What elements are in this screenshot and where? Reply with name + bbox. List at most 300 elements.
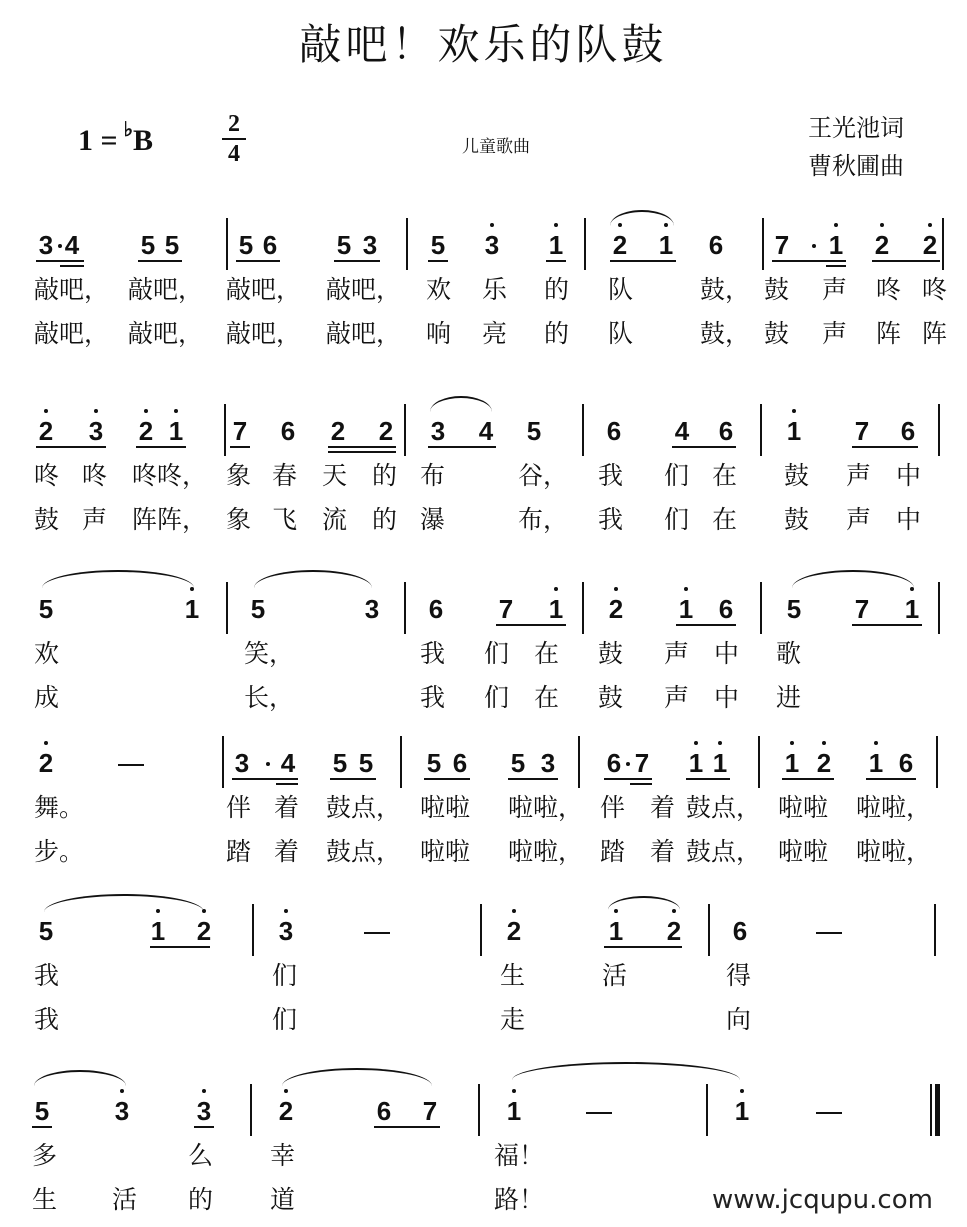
lyric-word: 流	[322, 505, 348, 534]
augmentation-dot	[266, 762, 270, 766]
slur	[430, 396, 492, 412]
note: 7	[774, 230, 790, 260]
lyricist-credit: 王光池词	[808, 114, 904, 142]
octave-dot-high	[554, 587, 558, 591]
note: 1	[902, 596, 922, 622]
note: 1	[546, 596, 566, 622]
beam-underline	[508, 778, 558, 780]
dash-extension	[118, 764, 144, 766]
lyric-word: 鼓点，	[686, 837, 762, 866]
lyric-word: 敲吧，	[128, 319, 204, 348]
lyric-word: 道	[270, 1185, 296, 1214]
lyric-word: 我	[34, 1005, 60, 1034]
lyric-word: 咚	[876, 275, 902, 304]
watermark: www.jcqupu.com	[712, 1185, 933, 1215]
lyric-word: 我	[598, 461, 624, 490]
lyric-word: 咚	[82, 461, 108, 490]
lyric-word: 阵	[922, 319, 948, 348]
note: 5	[238, 230, 254, 260]
lyric-word: 中	[714, 639, 740, 668]
lyric-word: 们	[272, 1005, 298, 1034]
note: 3	[362, 230, 378, 260]
lyric-word: 么	[188, 1141, 214, 1170]
barline	[226, 582, 228, 634]
beam-underline	[230, 446, 250, 448]
beam-underline	[428, 260, 448, 262]
octave-dot-high	[44, 409, 48, 413]
beam-underline	[136, 446, 186, 448]
note: 2	[504, 918, 524, 944]
note: 5	[510, 748, 526, 778]
octave-dot-high	[614, 587, 618, 591]
lyric-word: 啦啦，	[856, 837, 932, 866]
lyric-word: 们	[272, 961, 298, 990]
lyric-word: 们	[664, 505, 690, 534]
beam-underline	[610, 260, 676, 262]
note: 5	[38, 594, 54, 624]
key-signature	[78, 119, 154, 158]
note: 5	[336, 230, 352, 260]
slur	[608, 896, 680, 910]
lyric-word: 啦啦，	[508, 793, 584, 822]
slur	[44, 894, 204, 912]
note: 1	[182, 596, 202, 622]
beam-underline	[424, 778, 470, 780]
note: 5	[38, 916, 54, 946]
note: 5	[430, 230, 446, 260]
lyric-word: 鼓	[764, 275, 790, 304]
lyric-word: 生	[32, 1185, 58, 1214]
note: 2	[330, 416, 346, 446]
augmentation-dot	[626, 762, 630, 766]
note: 6	[606, 748, 622, 778]
lyric-word: 我	[420, 639, 446, 668]
lyric-word: 鼓点，	[326, 793, 402, 822]
lyric-word: 欢	[426, 275, 452, 304]
beam-underline	[496, 624, 566, 626]
lyric-word: 着	[274, 793, 300, 822]
note: 3	[86, 418, 106, 444]
lyric-word: 歌	[776, 639, 802, 668]
beam-underline	[826, 265, 846, 267]
lyric-word: 鼓，	[700, 275, 751, 304]
barline	[934, 904, 936, 956]
beam-underline	[604, 946, 682, 948]
lyric-word: 敲吧，	[226, 275, 302, 304]
lyric-word: 春	[272, 461, 298, 490]
lyric-word: 鼓点，	[686, 793, 762, 822]
lyric-word: 在	[534, 683, 560, 712]
beam-underline	[676, 624, 736, 626]
lyric-word: 欢	[34, 639, 60, 668]
note: 1	[732, 1098, 752, 1124]
slur	[610, 210, 674, 226]
beam-underline	[852, 624, 922, 626]
barline	[252, 904, 254, 956]
note: 6	[732, 916, 748, 946]
barline	[222, 736, 224, 788]
beam-underline	[334, 260, 380, 262]
octave-dot-high	[874, 741, 878, 745]
note: 2	[36, 418, 56, 444]
octave-dot-high	[94, 409, 98, 413]
beam-underline	[194, 1126, 214, 1128]
note: 6	[898, 748, 914, 778]
time-divider	[222, 138, 246, 140]
lyric-word: 咚	[34, 461, 60, 490]
lyric-word: 啦啦	[420, 793, 471, 822]
note: 3	[482, 232, 502, 258]
lyric-word: 敲吧，	[326, 275, 402, 304]
octave-dot-high	[554, 223, 558, 227]
barline	[584, 218, 586, 270]
beam-underline	[276, 783, 298, 785]
octave-dot-high	[740, 1089, 744, 1093]
beam-underline	[672, 446, 736, 448]
lyric-word: 们	[484, 639, 510, 668]
note: 6	[452, 748, 468, 778]
octave-dot-high	[880, 223, 884, 227]
lyric-word: 在	[534, 639, 560, 668]
octave-dot-high	[490, 223, 494, 227]
barline	[404, 404, 406, 456]
key-note: B	[133, 124, 154, 157]
lyric-word: 的	[372, 461, 398, 490]
barline	[582, 582, 584, 634]
note: 1	[784, 418, 804, 444]
lyric-word: 鼓，	[700, 319, 751, 348]
note: 6	[708, 230, 724, 260]
lyric-word: 声	[664, 639, 690, 668]
lyric-word: 啦啦，	[508, 837, 584, 866]
lyric-word: 我	[598, 505, 624, 534]
lyric-word: 鼓	[598, 683, 624, 712]
note: 7	[854, 594, 870, 624]
note: 1	[606, 918, 626, 944]
lyric-word: 鼓	[784, 505, 810, 534]
lyric-word: 中	[714, 683, 740, 712]
song-title: 敲吧！欢乐的队鼓	[299, 20, 668, 69]
octave-dot-high	[928, 223, 932, 227]
beam-underline	[138, 260, 182, 262]
lyric-word: 阵	[876, 319, 902, 348]
note: 7	[232, 416, 248, 446]
time-numerator: 2	[228, 111, 240, 137]
lyric-word: 着	[650, 793, 676, 822]
note: 5	[332, 748, 348, 778]
lyric-word: 啦啦	[778, 837, 829, 866]
barline	[708, 904, 710, 956]
score-system	[0, 748, 967, 866]
note: 3	[540, 748, 556, 778]
lyric-word: 的	[188, 1185, 214, 1214]
octave-dot-high	[792, 409, 796, 413]
octave-dot-high	[284, 909, 288, 913]
beam-underline	[374, 1126, 440, 1128]
lyric-word: 声	[822, 319, 848, 348]
genre-label: 儿童歌曲	[462, 137, 530, 157]
note: 1	[710, 750, 730, 776]
lyric-word: 布，	[518, 505, 569, 534]
dash-extension	[586, 1112, 612, 1114]
lyric-word: 我	[34, 961, 60, 990]
barline	[226, 218, 228, 270]
note: 5	[250, 594, 266, 624]
lyric-word: 咚	[922, 275, 948, 304]
octave-dot-high	[44, 741, 48, 745]
beam-underline	[866, 778, 916, 780]
note: 5	[140, 230, 156, 260]
note: 1	[504, 1098, 524, 1124]
lyric-word: 着	[650, 837, 676, 866]
note: 3	[112, 1098, 132, 1124]
note: 5	[426, 748, 442, 778]
octave-dot-high	[120, 1089, 124, 1093]
octave-dot-high	[284, 1089, 288, 1093]
beam-underline	[232, 778, 298, 780]
barline	[758, 736, 760, 788]
note: 6	[606, 416, 622, 446]
beam-underline	[32, 1126, 52, 1128]
note: 6	[718, 594, 734, 624]
note: 6	[718, 416, 734, 446]
barline	[938, 582, 940, 634]
note: 4	[674, 416, 690, 446]
note: 2	[814, 750, 834, 776]
lyric-word: 象	[226, 505, 252, 534]
octave-dot-high	[822, 741, 826, 745]
lyric-word: 声	[82, 505, 108, 534]
note: 1	[866, 750, 886, 776]
lyric-word: 幸	[270, 1141, 296, 1170]
lyric-word: 在	[712, 505, 738, 534]
lyric-word: 敲吧，	[34, 319, 110, 348]
note: 1	[166, 418, 186, 444]
lyric-word: 声	[846, 505, 872, 534]
slur	[792, 570, 914, 588]
note: 7	[634, 748, 650, 778]
lyric-word: 长，	[244, 683, 295, 712]
octave-dot-high	[174, 409, 178, 413]
beam-underline	[546, 260, 566, 262]
lyric-word: 生	[500, 961, 526, 990]
lyric-word: 鼓点，	[326, 837, 402, 866]
lyric-word: 的	[544, 319, 570, 348]
note: 3	[234, 748, 250, 778]
lyric-word: 路！	[494, 1185, 545, 1214]
note: 2	[664, 918, 684, 944]
beam-underline	[428, 446, 496, 448]
barline	[400, 736, 402, 788]
lyric-word: 敲吧，	[326, 319, 402, 348]
note: 5	[786, 594, 802, 624]
lyric-word: 们	[484, 683, 510, 712]
note: 2	[378, 416, 394, 446]
octave-dot-high	[684, 587, 688, 591]
note: 6	[280, 416, 296, 446]
note: 6	[900, 416, 916, 446]
lyric-word: 鼓	[34, 505, 60, 534]
beam-underline	[852, 446, 918, 448]
beam-underline	[60, 265, 84, 267]
barline	[930, 1084, 932, 1136]
lyric-word: 亮	[482, 319, 508, 348]
note: 2	[610, 232, 630, 258]
slur	[42, 570, 194, 588]
score-system	[0, 230, 967, 348]
note: 2	[872, 232, 892, 258]
lyric-word: 我	[420, 683, 446, 712]
lyric-word: 鼓	[784, 461, 810, 490]
beam-underline	[36, 260, 84, 262]
lyric-word: 啦啦	[420, 837, 471, 866]
lyric-word: 啦啦，	[856, 793, 932, 822]
note: 2	[194, 918, 214, 944]
beam-underline	[236, 260, 280, 262]
octave-dot-high	[790, 741, 794, 745]
note: 5	[526, 416, 542, 446]
lyric-word: 布	[420, 461, 446, 490]
lyric-word: 们	[664, 461, 690, 490]
note: 1	[686, 750, 706, 776]
lyric-word: 福！	[494, 1141, 545, 1170]
lyric-word: 伴	[600, 793, 626, 822]
barline	[250, 1084, 252, 1136]
beam-underline	[328, 446, 396, 448]
key-one: 1 =	[78, 124, 118, 157]
lyric-word: 谷，	[518, 461, 569, 490]
octave-dot-high	[694, 741, 698, 745]
lyric-word: 活	[112, 1185, 138, 1214]
barline	[404, 582, 406, 634]
lyric-word: 声	[664, 683, 690, 712]
lyric-word: 象	[226, 461, 252, 490]
lyric-word: 天	[322, 461, 348, 490]
note: 1	[826, 232, 846, 258]
dash-extension	[816, 1112, 842, 1114]
lyric-word: 进	[776, 683, 802, 712]
note: 4	[478, 416, 494, 446]
time-denominator: 4	[228, 141, 240, 167]
lyric-word: 的	[544, 275, 570, 304]
augmentation-dot	[812, 244, 816, 248]
note: 7	[854, 416, 870, 446]
lyric-word: 响	[426, 319, 452, 348]
lyric-word: 走	[500, 1005, 526, 1034]
lyric-word: 瀑	[420, 505, 446, 534]
barline	[224, 404, 226, 456]
lyric-word: 舞。	[34, 793, 85, 822]
lyric-word: 笑，	[244, 639, 295, 668]
note: 1	[546, 232, 566, 258]
note: 4	[280, 748, 296, 778]
lyric-word: 声	[822, 275, 848, 304]
lyric-word: 队	[608, 319, 634, 348]
note: 2	[276, 1098, 296, 1124]
octave-dot-high	[512, 1089, 516, 1093]
barline	[480, 904, 482, 956]
lyric-word: 敲吧，	[34, 275, 110, 304]
note: 6	[428, 594, 444, 624]
composer-credit: 曹秋圃曲	[808, 152, 904, 180]
barline	[938, 404, 940, 456]
slur	[512, 1062, 740, 1080]
lyric-word: 飞	[272, 505, 298, 534]
lyric-word: 中	[896, 505, 922, 534]
beam-underline	[150, 946, 210, 948]
lyric-word: 声	[846, 461, 872, 490]
note: 2	[920, 232, 940, 258]
lyric-word: 乐	[482, 275, 508, 304]
note: 2	[606, 596, 626, 622]
slur	[254, 570, 372, 588]
note: 1	[656, 232, 676, 258]
octave-dot-high	[144, 409, 148, 413]
note: 1	[782, 750, 802, 776]
beam-underline	[328, 451, 396, 453]
score-system	[0, 416, 967, 534]
lyric-word: 步。	[34, 837, 85, 866]
barline	[760, 404, 762, 456]
lyric-word: 多	[32, 1141, 58, 1170]
slur	[282, 1068, 432, 1086]
lyric-word: 阵阵，	[132, 505, 208, 534]
score-system	[0, 916, 967, 1034]
octave-dot-high	[512, 909, 516, 913]
lyric-word: 鼓	[598, 639, 624, 668]
time-signature	[222, 112, 246, 166]
score-system	[0, 594, 967, 712]
note: 7	[498, 594, 514, 624]
lyric-word: 伴	[226, 793, 252, 822]
beam-underline	[772, 260, 846, 262]
beam-underline	[36, 446, 106, 448]
note: 3	[430, 416, 446, 446]
lyric-word: 着	[274, 837, 300, 866]
note: 1	[148, 918, 168, 944]
flat-sign-icon: ♭	[123, 119, 134, 141]
lyric-word: 啦啦	[778, 793, 829, 822]
note: 3	[194, 1098, 214, 1124]
lyric-word: 活	[602, 961, 628, 990]
beam-underline	[872, 260, 940, 262]
beam-underline	[686, 778, 730, 780]
lyric-word: 踏	[600, 837, 626, 866]
barline	[706, 1084, 708, 1136]
note: 2	[136, 418, 156, 444]
dash-extension	[816, 932, 842, 934]
note: 5	[34, 1096, 50, 1126]
note: 6	[376, 1096, 392, 1126]
note: 3	[38, 230, 54, 260]
lyric-word: 鼓	[764, 319, 790, 348]
lyric-word: 中	[896, 461, 922, 490]
lyric-word: 的	[372, 505, 398, 534]
slur	[34, 1070, 126, 1086]
lyric-word: 队	[608, 275, 634, 304]
barline	[942, 218, 944, 270]
note: 3	[364, 594, 380, 624]
lyric-word: 得	[726, 961, 752, 990]
octave-dot-high	[718, 741, 722, 745]
note: 3	[276, 918, 296, 944]
note: 6	[262, 230, 278, 260]
lyric-word: 敲吧，	[226, 319, 302, 348]
barline	[578, 736, 580, 788]
note: 4	[64, 230, 80, 260]
beam-underline	[330, 778, 376, 780]
barline	[406, 218, 408, 270]
